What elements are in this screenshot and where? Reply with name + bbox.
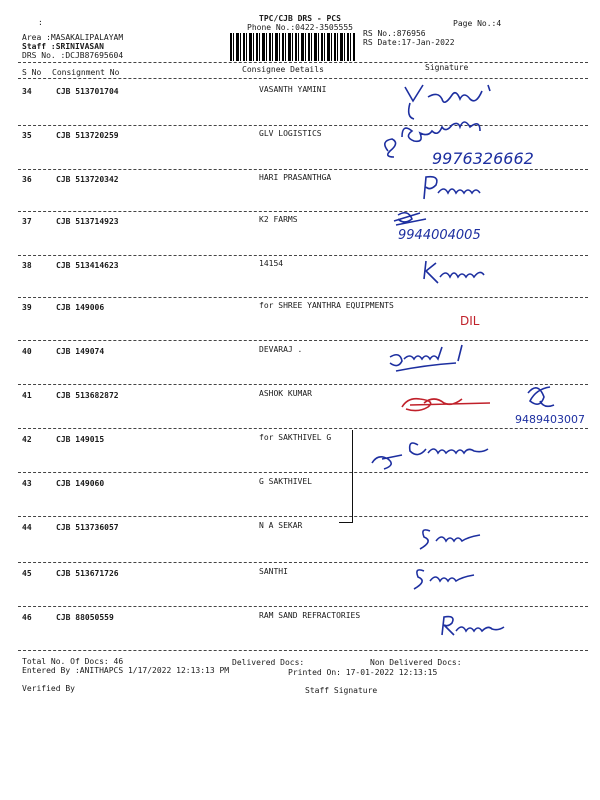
signature-handwriting [380, 423, 595, 473]
signature-handwriting [380, 119, 595, 169]
verified-by: Verified By [22, 684, 75, 693]
sam-signature [420, 530, 480, 549]
row-consignee: DEVARAJ . [259, 345, 303, 354]
staff-label: Staff :SRINIVASAN [22, 42, 104, 51]
phone-handwriting: 9489403007 [515, 413, 585, 426]
row-consignee: K2 FARMS [259, 215, 298, 224]
row-sno: 40 [22, 347, 32, 356]
row-consignment: CJB 513720342 [56, 175, 119, 184]
sam-signature [414, 570, 474, 589]
row-sno: 36 [22, 175, 32, 184]
row-consignment: CJB 513682872 [56, 391, 119, 400]
row-consignment: CJB 149060 [56, 479, 105, 488]
signature-handwriting [380, 291, 595, 341]
row-sno: 39 [22, 303, 32, 312]
col-consignment: Consignment No [52, 68, 120, 77]
table-row [0, 431, 600, 475]
row-consignee: RAM SAND REFRACTORIES [259, 611, 361, 620]
row-sno: 37 [22, 217, 32, 226]
signature-handwriting [380, 75, 595, 125]
entered-by: Entered By :ANITHAPCS 1/17/2022 12:13:13 PM [22, 666, 230, 675]
page-number: Page No.:4 [453, 19, 502, 28]
phone-number: Phone No.:0422-3505555 [247, 23, 353, 32]
col-signature: Signature [425, 63, 469, 72]
barcode [230, 33, 355, 61]
row-sno: 46 [22, 613, 32, 622]
printed-on: Printed On: 17-01-2022 12:13:15 [288, 668, 438, 677]
row-consignment: CJB 513720259 [56, 131, 119, 140]
col-sno: S No [22, 68, 42, 77]
report-title: TPC/CJB DRS - PCS [259, 14, 341, 23]
signature-handwriting [380, 511, 595, 561]
yami-signature [405, 85, 490, 119]
signature-handwriting [380, 335, 595, 385]
phone-handwriting: 9976326662 [432, 149, 534, 168]
row-sno: 45 [22, 569, 32, 578]
sarvan-signature [372, 443, 488, 469]
row-divider [18, 472, 588, 473]
row-consignee: for SAKTHIVEL G [259, 433, 332, 442]
kamm-signature [424, 261, 484, 283]
phone-handwriting: 9944004005 [398, 228, 481, 243]
staff-signature: Staff Signature [305, 686, 378, 695]
drs-number: DRS No. :DCJB87695604 [22, 51, 124, 60]
total-docs: Total No. Of Docs: 46 [22, 657, 124, 666]
row-consignee: for SHREE YANTHRA EQUIPMENTS [259, 301, 394, 310]
row-consignee: 14154 [259, 259, 284, 268]
header-rule [18, 62, 588, 63]
row-consignee: ASHOK KUMAR [259, 389, 312, 398]
delivered-docs: Delivered Docs: [232, 658, 305, 667]
blue-scribble [528, 387, 554, 406]
pamm-signature [424, 177, 480, 199]
top-mark: : [38, 18, 43, 27]
row-consignment: CJB 149006 [56, 303, 105, 312]
table-row [0, 609, 600, 653]
row-consignee: SANTHI [259, 567, 288, 576]
row-sno: 35 [22, 131, 32, 140]
row-sno: 38 [22, 261, 32, 270]
row-consignee: GLV LOGISTICS [259, 129, 322, 138]
signature-handwriting [380, 205, 595, 255]
dil-handwriting: DIL [460, 314, 480, 328]
row-consignment: CJB 513736057 [56, 523, 119, 532]
row-sno: 42 [22, 435, 32, 444]
rs-number: RS No.:876956 [363, 29, 426, 38]
row-divider [18, 650, 588, 651]
row-consignment: CJB 513414623 [56, 261, 119, 270]
rs-date: RS Date:17-Jan-2022 [363, 38, 455, 47]
row-consignment: CJB 149074 [56, 347, 105, 356]
row-consignee: VASANTH YAMINI [259, 85, 327, 94]
row-sno: 41 [22, 391, 32, 400]
non-delivered-docs: Non Delivered Docs: [370, 658, 462, 667]
row-consignment: CJB 149015 [56, 435, 105, 444]
signature-handwriting [380, 379, 595, 429]
signature-handwriting [380, 601, 595, 651]
row-consignee: N A SEKAR [259, 521, 303, 530]
row-consignee: HARI PRASANTHGA [259, 173, 332, 182]
struck-signature [394, 213, 426, 225]
signature-handwriting [380, 557, 595, 607]
daull-signature [390, 345, 462, 371]
row-consignee: G SAKTHIVEL [259, 477, 312, 486]
red-scribble [402, 399, 490, 411]
row-consignment: CJB 513701704 [56, 87, 119, 96]
col-consignee: Consignee Details [242, 65, 324, 74]
row-sno: 44 [22, 523, 32, 532]
row-consignment: CJB 88050559 [56, 613, 114, 622]
bracket-line [352, 430, 353, 522]
ram-signature [442, 617, 504, 635]
row-sno: 34 [22, 87, 32, 96]
row-consignment: CJB 513714923 [56, 217, 119, 226]
row-sno: 43 [22, 479, 32, 488]
area-label: Area :MASAKALIPALAYAM [22, 33, 124, 42]
row-consignment: CJB 513671726 [56, 569, 119, 578]
